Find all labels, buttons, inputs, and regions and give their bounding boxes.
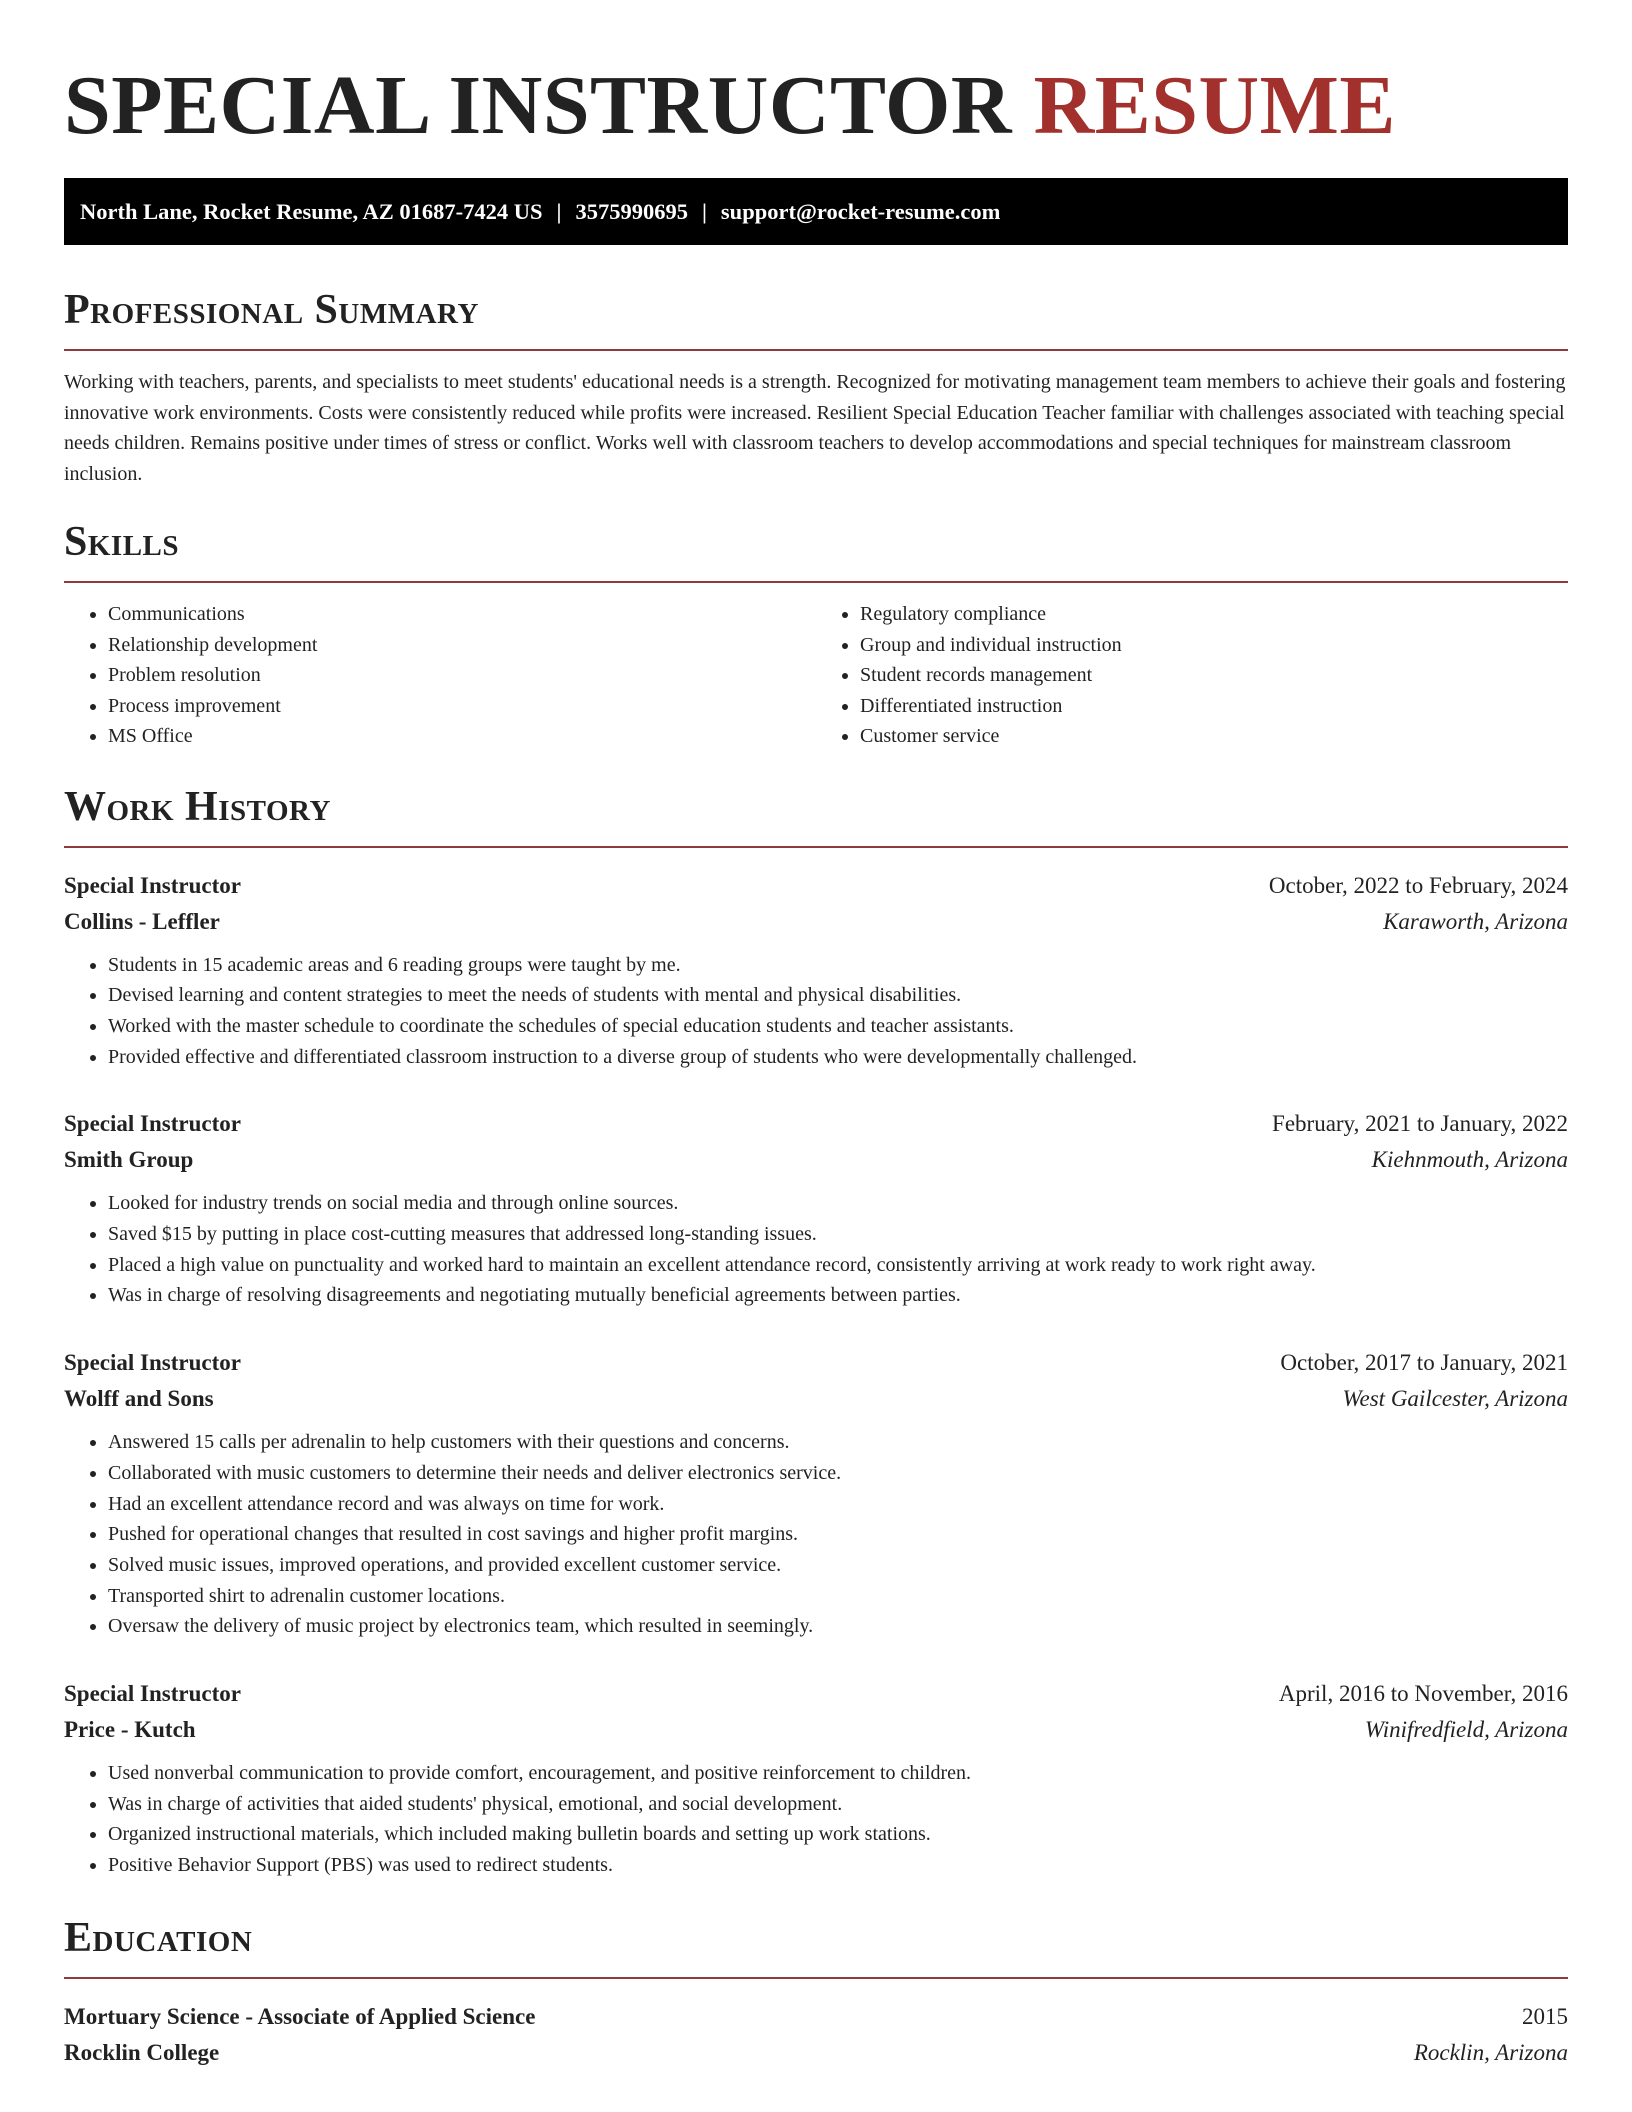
job-title-row (64, 868, 1568, 904)
job-dates: February, 2021 to January, 2022 (1272, 1111, 1568, 1137)
job-location: Kiehnmouth, Arizona (1371, 1147, 1568, 1173)
job-bullet: • Had an excellent attendance record and was always on time for work. (108, 1489, 1568, 1520)
job-title-row (64, 1106, 1568, 1142)
skill-item: • Communications (108, 599, 816, 630)
job-bullets (64, 1427, 1568, 1642)
title-main: SPECIAL INSTRUCTOR (64, 59, 1013, 152)
job-company: Collins - Leffler (64, 908, 220, 934)
job-bullet: • Pushed for operational changes that resulted in cost savings and higher profit margins. (108, 1519, 1568, 1550)
job-bullet: • Collaborated with music customers to determine their needs and deliver electronics service. (108, 1458, 1568, 1489)
job-bullet: • Organized instructional materials, which included making bulletin boards and setting up work stations. (108, 1819, 1568, 1850)
skills-column-left (64, 599, 816, 752)
skills-grid (64, 599, 1568, 752)
job-bullet: • Answered 15 calls per adrenalin to help customers with their questions and concerns. (108, 1427, 1568, 1458)
contact-separator: | (556, 199, 562, 224)
job-company: Smith Group (64, 1147, 194, 1173)
summary-text: Working with teachers, parents, and specialists to meet students' educational needs is a strength. Recognized for motivating management team members to achieve their goals and fostering innovative work environments. Costs were consistently reduced while profits were increased. Resilient Special Education Teacher familiar with challenges associated with teaching special needs children. Remains positive under times of stress or conflict. Works well with classroom teachers to develop accommodations and special techniques for mainstream classroom inclusion. (64, 371, 1566, 485)
education-degree-row (64, 1999, 1568, 2035)
job-title: Special Instructor (64, 1111, 241, 1137)
education-location: Rocklin, Arizona (1413, 2039, 1568, 2065)
job-company-row (64, 904, 1568, 940)
job-company: Wolff and Sons (64, 1386, 214, 1412)
skill-item: • MS Office (108, 721, 816, 752)
job-bullet: • Positive Behavior Support (PBS) was used to redirect students. (108, 1850, 1568, 1881)
skill-item: • Student records management (860, 660, 1568, 691)
job-company-row (64, 1142, 1568, 1178)
job-title-row (64, 1345, 1568, 1381)
contact-bar (64, 178, 1568, 245)
education-entry (64, 1999, 1568, 2071)
summary-heading: Professional Summary (64, 285, 1568, 351)
job-bullets (64, 950, 1568, 1073)
skills-column-right (816, 599, 1568, 752)
job-bullet: • Used nonverbal communication to provide comfort, encouragement, and positive reinforcement to children. (108, 1758, 1568, 1789)
job-bullet: • Worked with the master schedule to coordinate the schedules of special education students and teacher assistants. (108, 1011, 1568, 1042)
job-bullet: • Oversaw the delivery of music project by electronics team, which resulted in seemingly. (108, 1611, 1568, 1642)
job-bullet: • Placed a high value on punctuality and worked hard to maintain an excellent attendance record, consistently arriving at work ready to work right away. (108, 1250, 1568, 1281)
contact-phone: 3575990695 (575, 199, 688, 224)
skill-item: • Process improvement (108, 691, 816, 722)
job-bullet: • Looked for industry trends on social media and through online sources. (108, 1188, 1568, 1219)
contact-address: North Lane, Rocket Resume, AZ 01687-7424 US (80, 199, 543, 224)
job-dates: October, 2022 to February, 2024 (1268, 872, 1568, 898)
title-accent: RESUME (1033, 59, 1396, 152)
job-company-row (64, 1712, 1568, 1748)
job-title-row (64, 1676, 1568, 1712)
skill-item: • Regulatory compliance (860, 599, 1568, 630)
job-bullet: • Was in charge of activities that aided students' physical, emotional, and social development. (108, 1789, 1568, 1820)
job-bullet: • Devised learning and content strategies to meet the needs of students with mental and physical disabilities. (108, 980, 1568, 1011)
job-bullet: • Solved music issues, improved operations, and provided excellent customer service. (108, 1550, 1568, 1581)
job-company: Price - Kutch (64, 1717, 196, 1743)
job-bullets (64, 1188, 1568, 1311)
work-history-heading: Work History (64, 782, 1568, 848)
education-year: 2015 (1522, 2003, 1568, 2029)
education-school-row (64, 2035, 1568, 2071)
education-degree: Mortuary Science - Associate of Applied Science (64, 2003, 536, 2029)
job-location: Winifredfield, Arizona (1364, 1717, 1568, 1743)
job-location: Karaworth, Arizona (1383, 908, 1568, 934)
job-bullet: • Students in 15 academic areas and 6 reading groups were taught by me. (108, 950, 1568, 981)
skill-item: • Group and individual instruction (860, 630, 1568, 661)
job-dates: April, 2016 to November, 2016 (1278, 1681, 1568, 1707)
skill-item: • Customer service (860, 721, 1568, 752)
job-bullet: • Transported shirt to adrenalin customer locations. (108, 1581, 1568, 1612)
education-heading: Education (64, 1913, 1568, 1979)
job-title: Special Instructor (64, 1350, 241, 1376)
job-bullet: • Saved $15 by putting in place cost-cutting measures that addressed long-standing issues. (108, 1219, 1568, 1250)
job-entry (64, 868, 1568, 1073)
job-dates: October, 2017 to January, 2021 (1280, 1350, 1568, 1376)
job-entry (64, 1676, 1568, 1881)
skill-item: • Relationship development (108, 630, 816, 661)
skills-heading: Skills (64, 517, 1568, 583)
job-bullet: • Provided effective and differentiated classroom instruction to a diverse group of students who were developmentally challenged. (108, 1042, 1568, 1073)
job-entry (64, 1345, 1568, 1642)
job-location: West Gailcester, Arizona (1342, 1386, 1568, 1412)
education-school: Rocklin College (64, 2039, 220, 2065)
resume-title (64, 0, 1568, 154)
skill-item: • Differentiated instruction (860, 691, 1568, 722)
job-title: Special Instructor (64, 1681, 241, 1707)
skill-item: • Problem resolution (108, 660, 816, 691)
contact-email: support@rocket-resume.com (720, 199, 1001, 224)
job-entry (64, 1106, 1568, 1311)
contact-separator: | (701, 199, 707, 224)
job-bullet: • Was in charge of resolving disagreements and negotiating mutually beneficial agreements between parties. (108, 1280, 1568, 1311)
job-company-row (64, 1381, 1568, 1417)
job-bullets (64, 1758, 1568, 1881)
job-title: Special Instructor (64, 872, 241, 898)
